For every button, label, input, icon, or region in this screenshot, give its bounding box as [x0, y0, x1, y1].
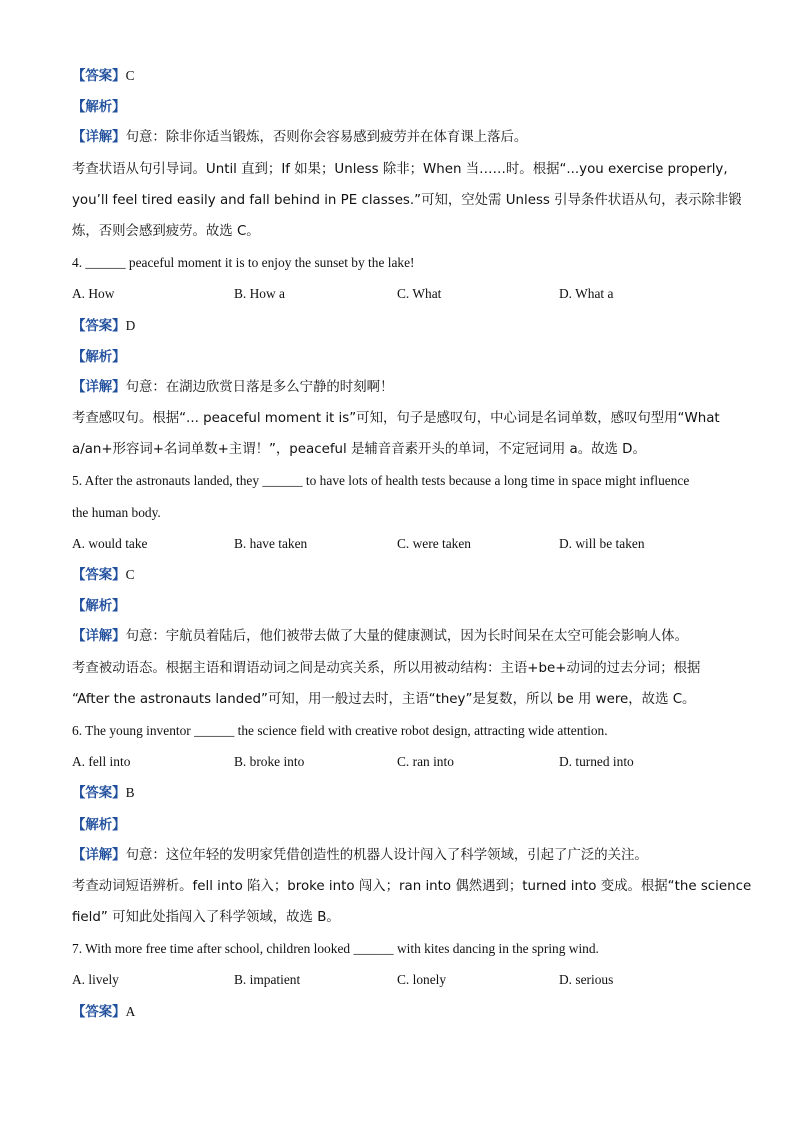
answer-label: 【答案】: [72, 318, 126, 334]
explanation-line: 考查感叹句。根据“... peaceful moment it is”可知，句子是感叹句，中心词是名词单数，感叹句型用“What: [72, 411, 720, 427]
answer-line-q3: [72, 60, 726, 91]
explanation-line: field” 可知此处指闯入了科学领域，故选 B。: [72, 910, 340, 926]
analysis-label: 【解析】: [72, 349, 126, 365]
options-q6: [72, 746, 726, 777]
answer-value: B: [125, 785, 135, 801]
detail-line-q5: [72, 621, 726, 652]
option-b: B. broke into: [234, 754, 305, 770]
analysis-label: 【解析】: [72, 100, 126, 116]
answer-label: 【答案】: [72, 786, 126, 802]
option-c: C. lonely: [397, 972, 447, 988]
answer-line-q4: [72, 310, 726, 341]
option-a: A. would take: [72, 535, 148, 551]
explanation-line: 考查状语从句引导词。Until 直到；If 如果；Unless 除非；When 当……时。根据“...you exercise properly,: [72, 161, 728, 177]
explanation-line: a/an+形容词+名词单数+主谓！”，peaceful 是辅音音素开头的单词，不定冠词用 a。故选 D。: [72, 442, 646, 458]
question-stem-q7: 7. With more free time after school, children looked ______ with kites dancing in the spring wind.: [72, 941, 599, 957]
analysis-line-q3: [72, 91, 726, 122]
analysis-line-q5: [72, 590, 726, 621]
answer-value: C: [125, 567, 135, 582]
question-stem-q6: 6. The young inventor ______ the science field with creative robot design, attracting wide attention.: [72, 722, 608, 738]
option-d: D. will be taken: [559, 535, 645, 551]
analysis-line-q6: [72, 809, 726, 840]
question-stem-q5: 5. After the astronauts landed, they ______ to have lots of health tests because a long time in space might influence: [72, 473, 690, 489]
option-a: A. How: [72, 286, 115, 302]
answer-value: C: [125, 68, 135, 83]
detail-meaning: 句意：除非你适当锻炼，否则你会容易感到疲劳并在体育课上落后。: [125, 130, 528, 146]
detail-label: 【详解】: [72, 847, 126, 863]
detail-line-q4: [72, 372, 726, 403]
detail-label: 【详解】: [72, 130, 126, 146]
option-d: D. serious: [559, 972, 614, 988]
question-stem-q5-cont: the human body.: [72, 504, 161, 520]
answer-line-q6: [72, 777, 726, 808]
option-c: C. ran into: [397, 754, 454, 770]
option-a: A. fell into: [72, 754, 131, 770]
answer-label: 【答案】: [72, 69, 126, 84]
options-q5: [72, 528, 726, 559]
explanation-line: “After the astronauts landed”可知，用一般过去时，主语“they”是复数，所以 be 用 were，故选 C。: [72, 691, 696, 707]
explanation-line: you’ll feel tired easily and fall behind in PE classes.”可知，空处需 Unless 引导条件状语从句，表示除非锻: [72, 192, 742, 208]
question-stem-q4: 4. ______ peaceful moment it is to enjoy the sunset by the lake!: [72, 255, 415, 271]
analysis-label: 【解析】: [72, 817, 126, 833]
option-c: C. were taken: [397, 535, 471, 551]
detail-line-q6: [72, 840, 726, 871]
option-b: B. have taken: [234, 535, 308, 551]
option-c: C. What: [397, 286, 442, 302]
option-b: B. impatient: [234, 972, 301, 988]
detail-meaning: 句意：在湖边欣赏日落是多么宁静的时刻啊！: [125, 379, 394, 395]
detail-meaning: 句意：宇航员着陆后，他们被带去做了大量的健康测试，因为长时间呆在太空可能会影响人体。: [125, 629, 688, 645]
detail-meaning: 句意：这位年轻的发明家凭借创造性的机器人设计闯入了科学领域，引起了广泛的关注。: [125, 847, 648, 863]
answer-line-q7: [72, 996, 726, 1027]
detail-label: 【详解】: [72, 629, 126, 645]
answer-value: D: [125, 317, 136, 333]
option-b: B. How a: [234, 286, 285, 302]
options-q4: [72, 278, 726, 309]
answer-label: 【答案】: [72, 1004, 126, 1020]
analysis-label: 【解析】: [72, 599, 126, 615]
option-d: D. turned into: [559, 754, 634, 770]
options-q7: [72, 964, 726, 995]
answer-value: A: [125, 1003, 136, 1019]
analysis-line-q4: [72, 341, 726, 372]
option-d: D. What a: [559, 286, 614, 302]
detail-line-q3: [72, 122, 726, 153]
explanation-line: 炼，否则会感到疲劳。故选 C。: [72, 223, 260, 239]
document-page: [72, 60, 752, 1027]
option-a: A. lively: [72, 972, 119, 988]
explanation-line: 考查被动语态。根据主语和谓语动词之间是动宾关系，所以用被动结构：主语+be+动词的过去分词；根据: [72, 660, 701, 676]
detail-label: 【详解】: [72, 379, 126, 395]
answer-label: 【答案】: [72, 568, 126, 583]
answer-line-q5: [72, 559, 726, 590]
explanation-line: 考查动词短语辨析。fell into 陷入；broke into 闯入；ran into 偶然遇到；turned into 变成。根据“the science: [72, 878, 752, 894]
